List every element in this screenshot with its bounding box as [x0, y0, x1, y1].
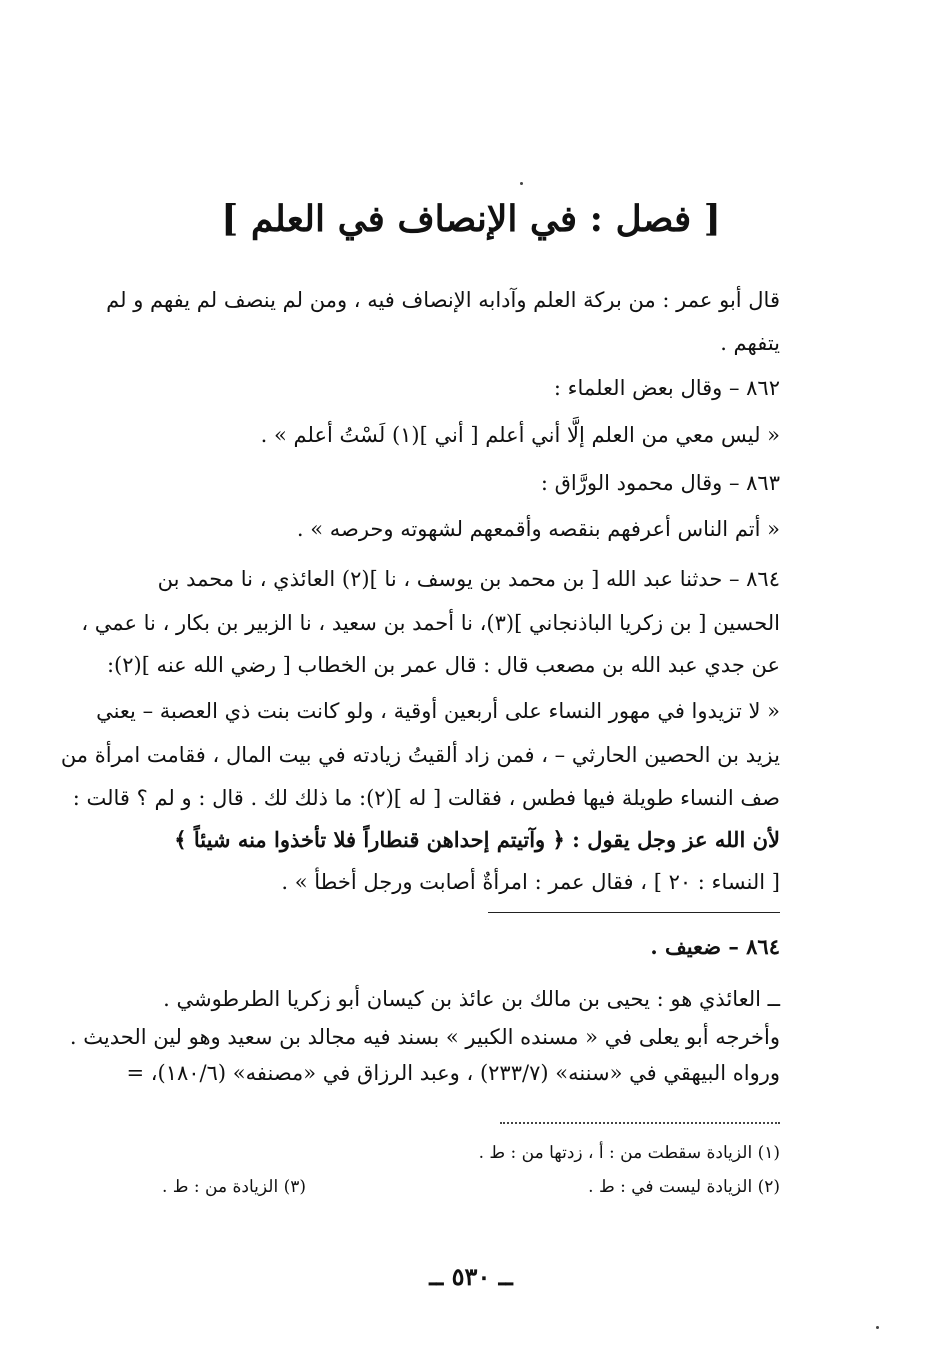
- commentary-heading: ٨٦٤ – ضعيف .: [650, 934, 780, 959]
- scan-speck: [520, 182, 523, 185]
- footnote-divider: [500, 1122, 780, 1124]
- entry-864-text-1: « لا تزيدوا في مهور النساء على أربعين أوقية ، ولو كانت بنت ذي العصبة – يعني: [96, 699, 780, 723]
- entry-864-isnad-2: الحسين [ بن زكريا الباذنجاني ](٣)، نا أحمد بن سعيد ، نا الزبير بن بكار ، نا عمي ،: [81, 611, 780, 635]
- entry-863-quote: « أتم الناس أعرفهم بنقصه وأقمعهم لشهوته وحرصه » .: [296, 517, 780, 541]
- footnote-1: (١) الزيادة سقطت من : أ ، زدتها من : ط .: [478, 1143, 780, 1163]
- entry-862-heading: ٨٦٢ – وقال بعض العلماء :: [553, 376, 780, 400]
- entry-862-quote: « ليس معي من العلم إلَّا أني أعلم [ أني ](١) لَسْتُ أعلم » .: [260, 423, 780, 447]
- intro-line-2: يتفهم .: [720, 331, 780, 355]
- footnote-3: (٣) الزيادة من : ط .: [161, 1177, 306, 1197]
- entry-864-text-3: صف النساء طويلة فيها فطس ، فقالت [ له ](٢): ما ذلك لك . قال : و لم ؟ قالت :: [72, 786, 780, 810]
- commentary-divider: [488, 912, 780, 913]
- entry-864-isnad-3: عن جدي عبد الله بن مصعب قال : قال عمر بن الخطاب [ رضي الله عنه ](٢):: [106, 653, 780, 677]
- footnote-2: (٢) الزيادة ليست في : ط .: [588, 1177, 780, 1197]
- entry-864-text-2: يزيد بن الحصين الحارثي – ، فمن زاد ألقيتُ زيادته في بيت المال ، فقامت امرأة من: [60, 743, 780, 767]
- entry-864-text-5: [ النساء : ٢٠ ] ، فقال عمر : امرأةٌ أصابت ورجل أخطأ » .: [281, 870, 780, 894]
- page-number: ــ ٥٣٠ ــ: [429, 1262, 513, 1291]
- entry-864-text-4: لأن الله عز وجل يقول : ﴿ وآتيتم إحداهن قنطاراً فلا تأخذوا منه شيئاً ﴾: [174, 827, 780, 852]
- commentary-line-1: ــ العائذي هو : يحيى بن مالك بن عائذ بن كيسان أبو زكريا الطرطوشي .: [163, 987, 780, 1011]
- intro-line-1: قال أبو عمر : من بركة العلم وآدابه الإنصاف فيه ، ومن لم ينصف لم يفهم و لم: [106, 288, 780, 312]
- scan-speck: [876, 1326, 879, 1329]
- commentary-line-3: ورواه البيهقي في «سننه» (٢٣٣/٧) ، وعبد الرزاق في «مصنفه» (١٨٠/٦)، =: [126, 1061, 780, 1085]
- commentary-line-2: وأخرجه أبو يعلى في « مسنده الكبير » بسند فيه مجالد بن سعيد وهو لين الحديث .: [69, 1025, 780, 1049]
- entry-863-heading: ٨٦٣ – وقال محمود الورَّاق :: [540, 471, 780, 495]
- entry-864-isnad-1: ٨٦٤ – حدثنا عبد الله [ بن محمد بن يوسف ، نا ](٢) العائذي ، نا محمد بن: [157, 567, 780, 591]
- section-title: [ فصل : في الإنصاف في العلم ]: [221, 198, 721, 240]
